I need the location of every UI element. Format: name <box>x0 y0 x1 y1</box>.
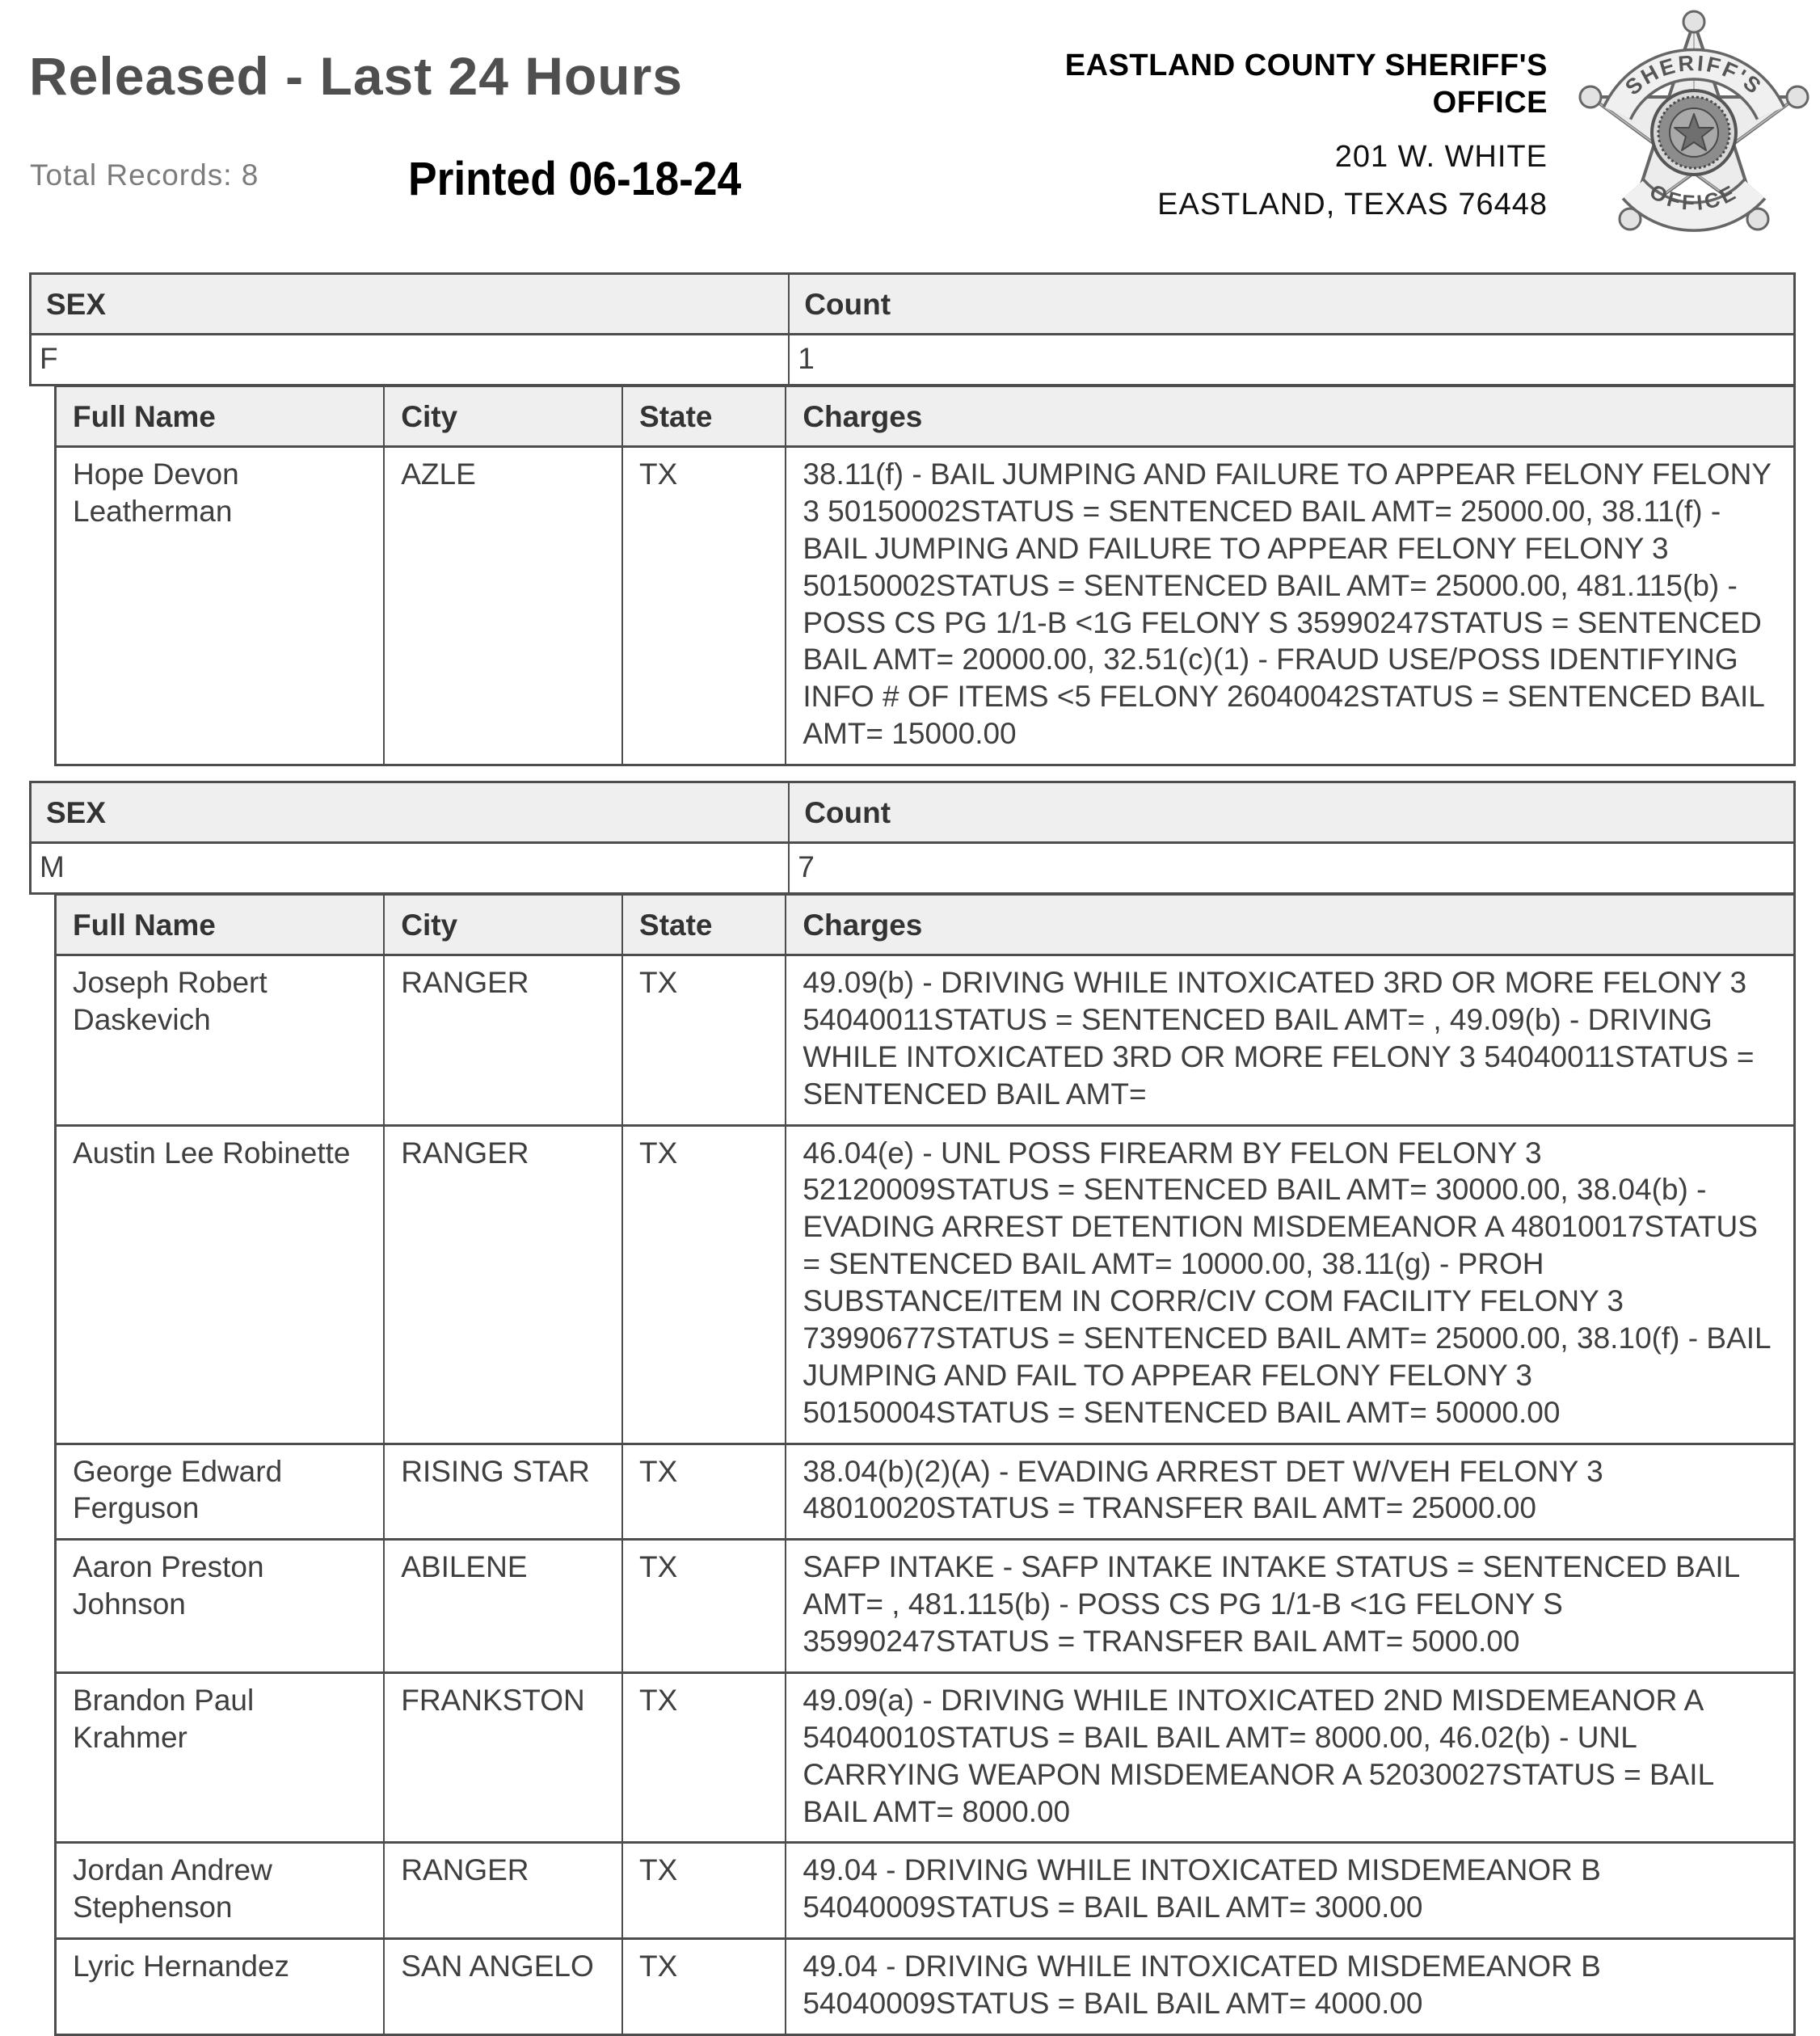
inmate-row <box>56 1672 1795 1843</box>
cell-city: RISING STAR <box>384 1444 622 1540</box>
inmate-row <box>56 447 1795 765</box>
sex-column-header: SEX <box>31 274 790 335</box>
state-column-header: State <box>622 895 786 955</box>
count-column-header: Count <box>789 782 1794 843</box>
page-header <box>0 0 1820 272</box>
cell-city: AZLE <box>384 447 622 765</box>
sex-value: M <box>31 843 790 894</box>
inmate-row <box>56 1444 1795 1540</box>
office-address-street: 201 W. WHITE <box>1334 139 1548 174</box>
badge-arc-top-text: SHERIFF'S <box>1620 50 1767 100</box>
sex-value: F <box>31 335 790 386</box>
detail-header-row <box>56 386 1795 447</box>
cell-full-name: Hope Devon Leatherman <box>56 447 385 765</box>
cell-city: SAN ANGELO <box>384 1939 622 2035</box>
sex-count-header-row <box>31 782 1795 843</box>
badge-arc-bottom-text: OFFICE <box>1645 179 1742 216</box>
sex-count-value-row <box>31 843 1795 894</box>
inmate-detail-table <box>54 385 1796 766</box>
cell-charges: 46.04(e) - UNL POSS FIREARM BY FELON FELONY 3 52120009STATUS = SENTENCED BAIL AMT= 30000.00, 38.04(b) - EVADING ARREST DETENTION MISDEMEANOR A 48010017STATUS = SENTENCED BAIL AMT= 10000.00, 38.11(g) - PROH SUBSTANCE/ITEM IN CORR/CIV COM FACILITY FELONY 3 73990677STATUS = SENTENCED BAIL AMT= 25000.00, 38.10(f) - BAIL JUMPING AND FAIL TO APPEAR FELONY FELONY 3 50150004STATUS = SENTENCED BAIL AMT= 50000.00 <box>786 1125 1794 1444</box>
cell-state: TX <box>622 1672 786 1843</box>
cell-charges: SAFP INTAKE - SAFP INTAKE INTAKE STATUS = SENTENCED BAIL AMT= , 481.115(b) - POSS CS PG 1/1-B <1G FELONY S 35990247STATUS = TRANSFER BAIL AMT= 5000.00 <box>786 1540 1794 1673</box>
cell-charges: 49.09(b) - DRIVING WHILE INTOXICATED 3RD OR MORE FELONY 3 54040011STATUS = SENTENCED BAIL AMT= , 49.09(b) - DRIVING WHILE INTOXICATED 3RD OR MORE FELONY 3 54040011STATUS = SENTENCED BAIL AMT= <box>786 955 1794 1126</box>
groups <box>29 272 1796 2036</box>
state-column-header: State <box>622 386 786 447</box>
inmate-row <box>56 1843 1795 1939</box>
cell-charges: 49.09(a) - DRIVING WHILE INTOXICATED 2ND MISDEMEANOR A 54040010STATUS = BAIL BAIL AMT= 8000.00, 46.02(b) - UNL CARRYING WEAPON MISDEMEANOR A 52030027STATUS = BAIL BAIL AMT= 8000.00 <box>786 1672 1794 1843</box>
sex-count-value-row <box>31 335 1795 386</box>
detail-table-wrapper <box>54 893 1796 2036</box>
cell-full-name: Aaron Preston Johnson <box>56 1540 385 1673</box>
inmate-row <box>56 1125 1795 1444</box>
cell-state: TX <box>622 1540 786 1673</box>
cell-full-name: Lyric Hernandez <box>56 1939 385 2035</box>
cell-full-name: George Edward Ferguson <box>56 1444 385 1540</box>
office-name: EASTLAND COUNTY SHERIFF'S OFFICE <box>1064 48 1548 120</box>
sex-count-table <box>29 272 1796 386</box>
charges-column-header: Charges <box>786 895 1794 955</box>
count-column-header: Count <box>789 274 1794 335</box>
inmate-row <box>56 955 1795 1126</box>
cell-state: TX <box>622 447 786 765</box>
cell-full-name: Brandon Paul Krahmer <box>56 1672 385 1843</box>
full-name-column-header: Full Name <box>56 895 385 955</box>
inmate-row <box>56 1939 1795 2035</box>
count-value: 7 <box>789 843 1794 894</box>
cell-state: TX <box>622 955 786 1126</box>
inmate-detail-table <box>54 893 1796 2036</box>
cell-state: TX <box>622 1444 786 1540</box>
charges-column-header: Charges <box>786 386 1794 447</box>
count-value: 1 <box>789 335 1794 386</box>
total-records-label: Total Records: <box>30 158 233 192</box>
cell-city: RANGER <box>384 1125 622 1444</box>
page-title: Released - Last 24 Hours <box>29 46 683 106</box>
sex-group <box>29 272 1796 766</box>
detail-header-row <box>56 895 1795 955</box>
cell-full-name: Joseph Robert Daskevich <box>56 955 385 1126</box>
sex-column-header: SEX <box>31 782 790 843</box>
cell-charges: 49.04 - DRIVING WHILE INTOXICATED MISDEMEANOR B 54040009STATUS = BAIL BAIL AMT= 4000.00 <box>786 1939 1794 2035</box>
cell-charges: 38.04(b)(2)(A) - EVADING ARREST DET W/VEH FELONY 3 48010020STATUS = TRANSFER BAIL AMT= 25000.00 <box>786 1444 1794 1540</box>
cell-full-name: Austin Lee Robinette <box>56 1125 385 1444</box>
cell-charges: 49.04 - DRIVING WHILE INTOXICATED MISDEMEANOR B 54040009STATUS = BAIL BAIL AMT= 3000.00 <box>786 1843 1794 1939</box>
city-column-header: City <box>384 895 622 955</box>
cell-charges: 38.11(f) - BAIL JUMPING AND FAILURE TO APPEAR FELONY FELONY 3 50150002STATUS = SENTENCED BAIL AMT= 25000.00, 38.11(f) - BAIL JUMPING AND FAILURE TO APPEAR FELONY FELONY 3 50150002STATUS = SENTENCED BAIL AMT= 25000.00, 481.115(b) - POSS CS PG 1/1-B <1G FELONY S 35990247STATUS = SENTENCED BAIL AMT= 20000.00, 32.51(c)(1) - FRAUD USE/POSS IDENTIFYING INFO # OF ITEMS <5 FELONY 26040042STATUS = SENTENCED BAIL AMT= 15000.00 <box>786 447 1794 765</box>
full-name-column-header: Full Name <box>56 386 385 447</box>
cell-city: ABILENE <box>384 1540 622 1673</box>
detail-body <box>56 447 1795 765</box>
cell-city: RANGER <box>384 1843 622 1939</box>
office-address-city: EASTLAND, TEXAS 76448 <box>1157 187 1548 221</box>
cell-state: TX <box>622 1125 786 1444</box>
cell-state: TX <box>622 1939 786 2035</box>
city-column-header: City <box>384 386 622 447</box>
inmate-row <box>56 1540 1795 1673</box>
cell-state: TX <box>622 1843 786 1939</box>
detail-table-wrapper <box>54 385 1796 766</box>
cell-city: FRANKSTON <box>384 1672 622 1843</box>
sheriff-badge-icon <box>1573 10 1815 244</box>
total-records-value: 8 <box>241 158 259 192</box>
sex-count-header-row <box>31 274 1795 335</box>
cell-city: RANGER <box>384 955 622 1126</box>
sex-count-table <box>29 781 1796 895</box>
cell-full-name: Jordan Andrew Stephenson <box>56 1843 385 1939</box>
sex-group <box>29 781 1796 2036</box>
office-block <box>982 47 1548 222</box>
total-records <box>30 158 259 192</box>
detail-body <box>56 955 1795 2035</box>
printed-date: Printed 06-18-24 <box>408 153 742 205</box>
